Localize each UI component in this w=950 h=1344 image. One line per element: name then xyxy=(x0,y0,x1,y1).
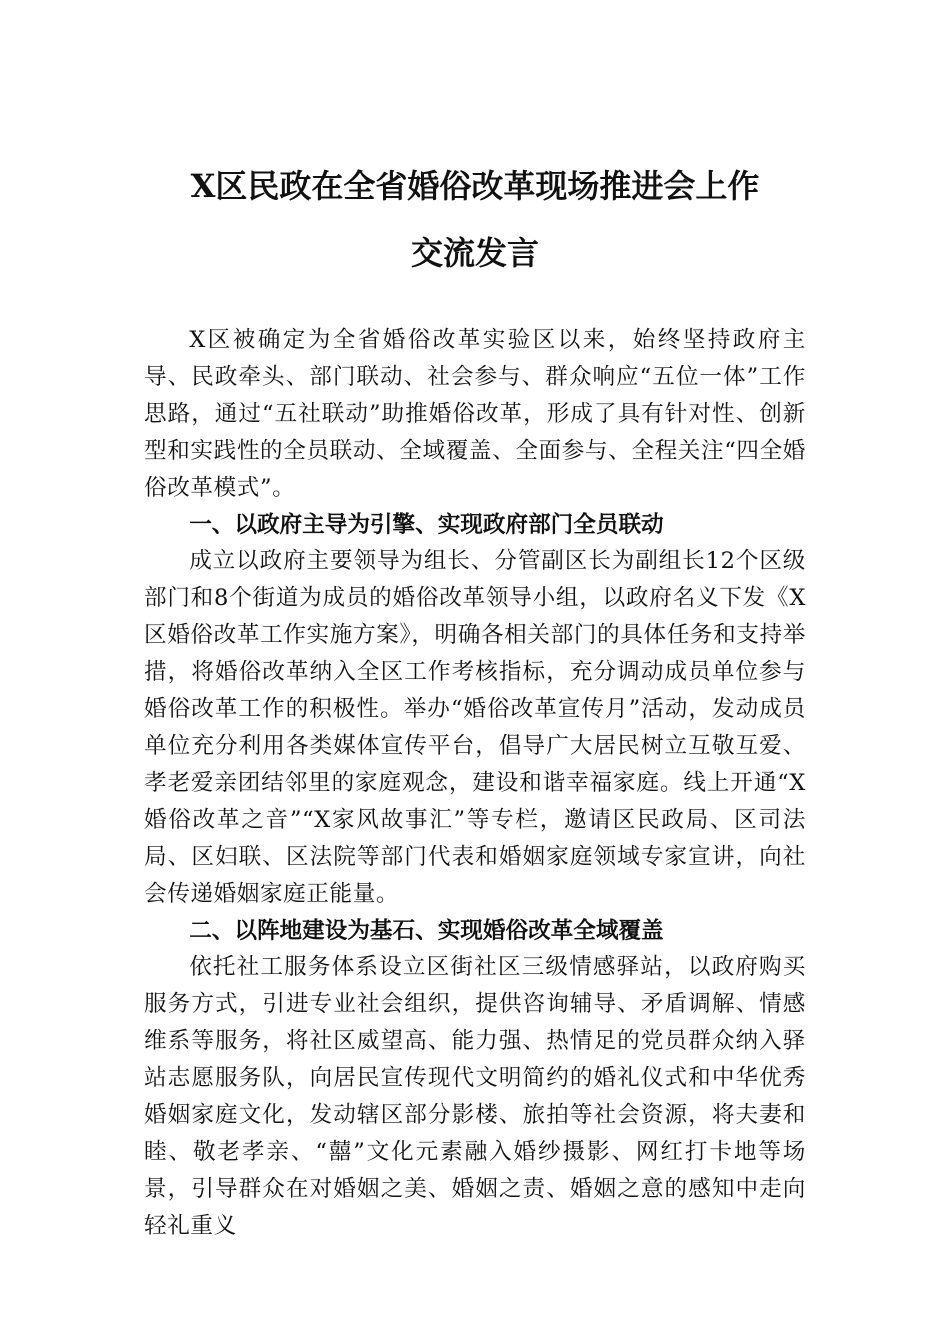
section-2-paragraph: 依托社工服务体系设立区街社区三级情感驿站，以政府购买服务方式，引进专业社会组织，提供咨询辅导、矛盾调解、情感维系等服务，将社区威望高、能力强、热情足的党员群众纳入驿站志愿服务队，向居民宣传现代文明简约的婚礼仪式和中华优秀婚姻家庭文化，发动辖区部分影楼、旅拍等社会资源，将夫妻和睦、敬老孝亲、“囍”文化元素融入婚纱摄影、网红打卡地等场景，引导群众在对婚姻之美、婚姻之责、婚姻之意的感知中走向轻礼重义 xyxy=(144,954,806,1239)
section-1-heading: 一、以政府主导为引擎、实现政府部门全员联动 xyxy=(189,511,664,538)
document-body xyxy=(144,322,806,1245)
document-title-line-1: X区民政在全省婚俗改革现场推进会上作 xyxy=(190,167,760,205)
intro-paragraph: X区被确定为全省婚俗改革实验区以来，始终坚持政府主导、民政牵头、部门联动、社会参与、群众响应“五位一体”工作思路，通过“五社联动”助推婚俗改革，形成了具有针对性、创新型和实践性的全员联动、全域覆盖、全面参与、全程关注“四全婚俗改革模式”。 xyxy=(144,327,806,501)
section-2-heading: 二、以阵地建设为基石、实现婚俗改革全域覆盖 xyxy=(189,917,664,944)
section-1-paragraph: 成立以政府主要领导为组长、分管副区长为副组长12个区级部门和8个街道为成员的婚俗改革领导小组，以政府名义下发《X区婚俗改革工作实施方案》，明确各相关部门的具体任务和支持举措，将婚俗改革纳入全区工作考核指标，充分调动成员单位参与婚俗改革工作的积极性。举办“婚俗改革宣传月”活动，发动成员单位充分利用各类媒体宣传平台，倡导广大居民树立互敬互爱、孝老爱亲团结邻里的家庭观念，建设和谐幸福家庭。线上开通“X婚俗改革之音”“X家风故事汇”等专栏，邀请区民政局、区司法局、区妇联、区法院等部门代表和婚姻家庭领域专家宣讲，向社会传递婚姻家庭正能量。 xyxy=(144,548,806,907)
document-title-line-2: 交流发言 xyxy=(410,234,539,272)
